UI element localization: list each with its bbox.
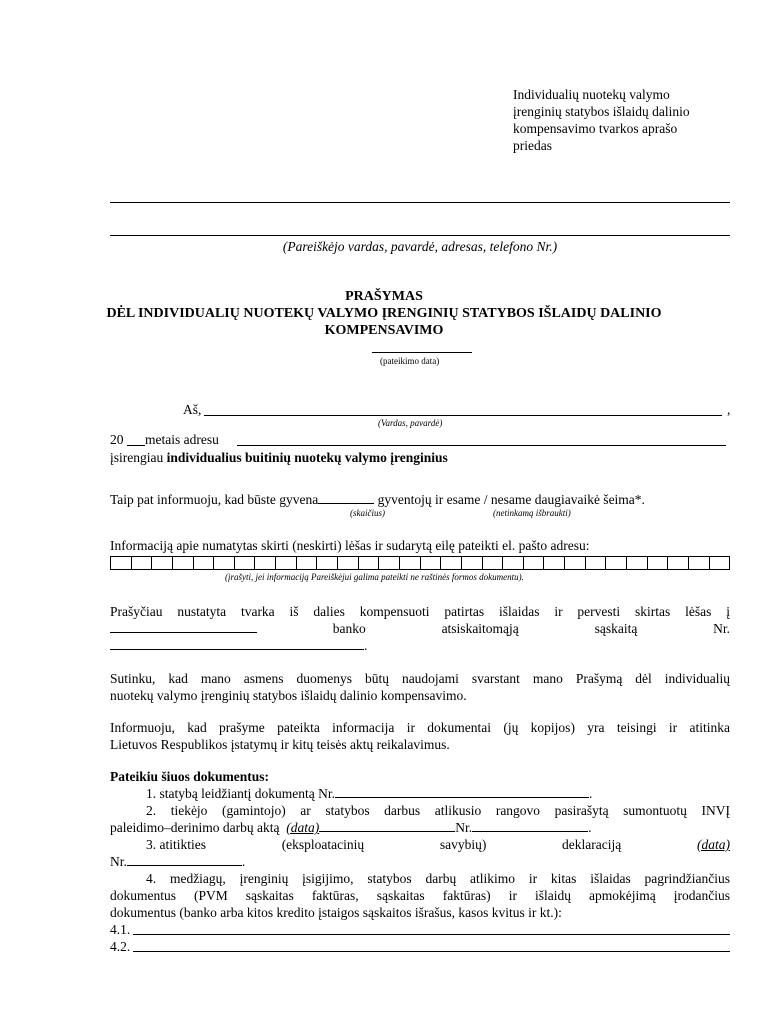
doc-2-date-label: (data) (286, 820, 320, 835)
email-box[interactable] (235, 557, 256, 569)
email-box[interactable] (606, 557, 627, 569)
email-label: Informaciją apie numatytas skirti (neskirti) lėšas ir sudarytą eilę pateikti el. pašto adresu: (110, 538, 590, 553)
doc-3-word-1: 3. atitikties (146, 837, 206, 852)
email-box[interactable] (132, 557, 153, 569)
email-box[interactable] (379, 557, 400, 569)
annex-line-4: priedas (513, 138, 552, 153)
doc-2-text: paleidimo–derinimo darbų aktą (110, 820, 280, 835)
email-box[interactable] (627, 557, 648, 569)
doc-2-number-field[interactable] (472, 819, 588, 832)
email-box[interactable] (565, 557, 586, 569)
email-box[interactable] (317, 557, 338, 569)
bank-name-field[interactable] (110, 620, 257, 633)
email-box[interactable] (483, 557, 504, 569)
doc-3-nr-label: Nr. (110, 854, 127, 869)
email-box[interactable] (668, 557, 689, 569)
email-box[interactable] (297, 557, 318, 569)
email-box[interactable] (173, 557, 194, 569)
email-box[interactable] (586, 557, 607, 569)
doc-3-word-4: deklaraciją (562, 837, 622, 852)
annex-line-2: įrenginių statybos išlaidų dalinio (513, 104, 690, 119)
installed-line (110, 449, 448, 466)
email-box[interactable] (152, 557, 173, 569)
installed-prefix: įsirengiau (110, 450, 167, 465)
count-caption: (skaičius) (350, 508, 385, 518)
doc-4-line-2: dokumentus (PVM sąskaitas faktūras, sąskaitas faktūras) ir išlaidų apmokėjimą įrodančius (110, 888, 730, 903)
account-number-field[interactable] (110, 649, 364, 650)
consent-line-2: nuotekų valymo įrenginių statybos išlaidų dalinio kompensavimo. (110, 688, 467, 703)
email-box[interactable] (194, 557, 215, 569)
doc-2-date-field[interactable] (319, 819, 455, 832)
name-caption: (Vardas, pavardė) (378, 418, 443, 428)
date-line[interactable] (372, 352, 472, 353)
email-box[interactable] (503, 557, 524, 569)
email-box[interactable] (441, 557, 462, 569)
doc-1-number-field[interactable] (335, 785, 589, 798)
applicant-caption: (Pareiškėjo vardas, pavardė, adresas, telefono Nr.) (282, 239, 558, 254)
doc-4-line-3: dokumentus (banko arba kitos kredito įstaigos sąskaitos išrašus, kasos kvitus ir kt.): (110, 905, 562, 920)
address-line[interactable] (237, 445, 726, 446)
email-box[interactable] (338, 557, 359, 569)
doc-4-line-1: 4. medžiagų, įrenginių įsigijimo, statybos darbų atlikimo ir kitas išlaidas pagrindžiančius (146, 871, 730, 886)
as-label: Aš, (183, 402, 202, 417)
email-box[interactable] (689, 557, 710, 569)
doc-1: 1. statybą leidžiantį dokumentą Nr. . (146, 786, 593, 801)
doc-3-line-1 (146, 836, 730, 853)
residents-count-field[interactable] (318, 491, 374, 504)
truth-line-1: Informuoju, kad prašyme pateikta informacija ir dokumentai (jų kopijos) yra teisingi ir atitinka (110, 720, 730, 735)
applicant-line-2[interactable] (110, 235, 730, 236)
doc-2-line-1: 2. tiekėjo (gamintojo) ar statybos darbus atlikusio rangovo pasirašytą sumontuotų INVĮ (146, 803, 730, 818)
doc-2-line-2: paleidimo–derinimo darbų aktą (data) Nr. . (110, 820, 592, 835)
annex-line-3: kompensavimo tvarkos aprašo (513, 121, 678, 136)
email-box[interactable] (359, 557, 380, 569)
email-caption: (įrašyti, jei informaciją Pareiškėjui galima pateikti ne raštinės formos dokumentu). (225, 572, 524, 582)
email-box[interactable] (214, 557, 235, 569)
year-field[interactable] (127, 445, 145, 446)
email-box[interactable] (276, 557, 297, 569)
doc-3-word-2: (eksploatacinių (281, 837, 365, 852)
account-word-1: atsiskaitomąją (441, 621, 519, 636)
item-4-2-field[interactable] (133, 951, 730, 952)
email-box[interactable] (648, 557, 669, 569)
bank-word: banko (332, 621, 366, 636)
doc-1-text: 1. statybą leidžiantį dokumentą Nr. (146, 786, 335, 801)
account-nr: Nr. (713, 621, 730, 636)
item-4-2-label: 4.2. (110, 939, 131, 954)
doc-3-number-field[interactable] (127, 853, 242, 866)
item-4-1-label: 4.1. (110, 922, 131, 937)
email-box[interactable] (400, 557, 421, 569)
annex-line-1: Individualių nuotekų valymo (513, 87, 670, 102)
installed-bold: individualius buitinių nuotekų valymo įrenginius (166, 450, 448, 465)
email-box[interactable] (524, 557, 545, 569)
date-caption: (pateikimo data) (380, 356, 440, 366)
residents-text-1: Taip pat informuoju, kad būste gyvena (110, 492, 319, 507)
request-line-1: Prašyčiau nustatyta tvarka iš dalies kompensuoti patirtas išlaidas ir pervesti skirtas lėšas į (110, 604, 730, 619)
email-box[interactable] (111, 557, 132, 569)
residents-line (110, 491, 645, 508)
page-title: PRAŠYMAS (345, 289, 423, 304)
email-box[interactable] (462, 557, 483, 569)
year-prefix: 20 (110, 432, 124, 447)
doc-3-date-label: (data) (696, 837, 730, 852)
email-boxes[interactable] (110, 556, 730, 570)
applicant-line-1[interactable] (110, 202, 730, 203)
strike-caption: (netinkamą išbraukti) (493, 508, 571, 518)
email-box[interactable] (421, 557, 442, 569)
email-box[interactable] (544, 557, 565, 569)
year-suffix: metais adresu (145, 432, 219, 447)
request-line-2 (110, 620, 730, 637)
doc-3-word-3: savybių) (439, 837, 487, 852)
residents-text-2: gyventojų ir esame / nesame daugiavaikė šeima*. (374, 492, 645, 507)
account-word-2: sąskaitą (594, 621, 638, 636)
email-box[interactable] (255, 557, 276, 569)
doc-2-nr-label: Nr. (455, 820, 473, 835)
account-period: . (364, 638, 368, 653)
email-box[interactable] (710, 557, 730, 569)
page-subtitle-2: KOMPENSAVIMO (324, 323, 444, 338)
comma: , (727, 402, 731, 417)
item-4-1-field[interactable] (133, 934, 730, 935)
truth-line-2: Lietuvos Respublikos įstatymų ir kitų teisės aktų reikalavimus. (110, 737, 450, 752)
name-line[interactable] (204, 415, 722, 416)
doc-3-line-2: Nr. . (110, 854, 246, 869)
consent-line-1: Sutinku, kad mano asmens duomenys būtų naudojami svarstant mano Prašymą dėl individualių (110, 671, 730, 686)
docs-heading: Pateikiu šiuos dokumentus: (110, 769, 270, 784)
page-subtitle-1: DĖL INDIVIDUALIŲ NUOTEKŲ VALYMO ĮRENGINIŲ STATYBOS IŠLAIDŲ DALINIO (106, 306, 662, 321)
